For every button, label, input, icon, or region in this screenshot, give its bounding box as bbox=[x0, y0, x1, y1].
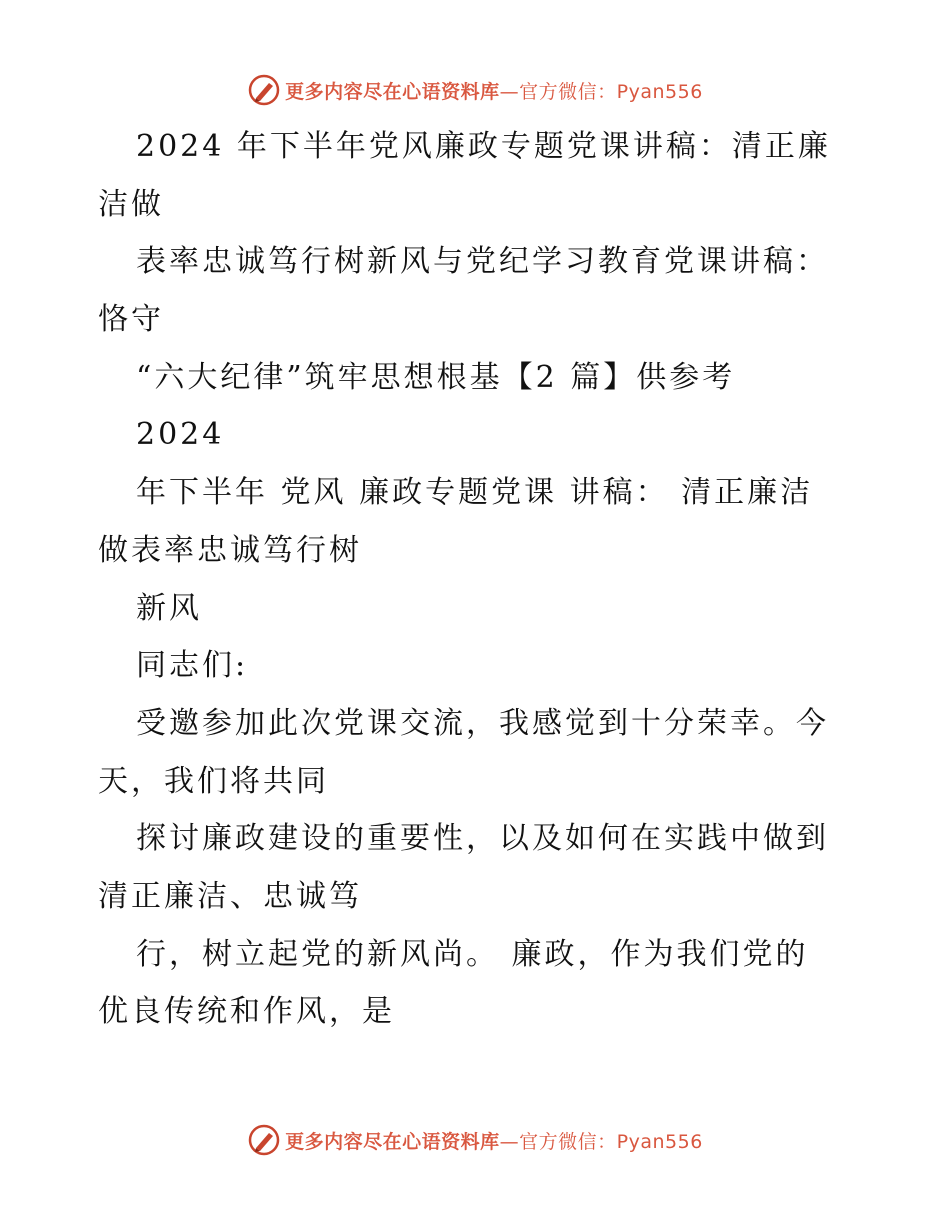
text-line: 做表率忠诚笃行树 bbox=[98, 532, 362, 568]
banner-text bbox=[285, 1127, 703, 1154]
text-line: 优良传统和作风，是 bbox=[98, 994, 395, 1030]
text-line: 2024 bbox=[136, 417, 225, 453]
text-line: 天，我们将共同 bbox=[98, 763, 329, 799]
banner-separator: — bbox=[499, 80, 520, 103]
text-line: 年下半年 党风 廉政专题党课 讲稿： 清正廉洁 bbox=[136, 475, 814, 511]
text-line: 清正廉洁、忠诚笃 bbox=[98, 878, 362, 914]
pen-logo-icon bbox=[247, 73, 281, 107]
banner-wechat: 官方微信：Pyan556 bbox=[519, 80, 703, 103]
text-line: 恪守 bbox=[98, 302, 164, 338]
text-line: 洁做 bbox=[98, 186, 164, 222]
banner-wechat: 官方微信：Pyan556 bbox=[519, 1130, 703, 1153]
text-line: 2024 年下半年党风廉政专题党课讲稿：清正廉 bbox=[136, 129, 831, 164]
text-line: 行，树立起党的新风尚。 廉政，作为我们党的 bbox=[136, 936, 809, 972]
text-line: “六大纪律”筑牢思想根基【2 篇】供参考 bbox=[136, 359, 736, 395]
text-line: 同志们: bbox=[136, 648, 249, 684]
text-line: 新风 bbox=[136, 590, 202, 626]
banner-main: 更多内容尽在心语资料库 bbox=[285, 80, 500, 103]
banner-separator: — bbox=[499, 1130, 520, 1153]
banner-text bbox=[285, 77, 703, 104]
footer-banner bbox=[0, 1120, 950, 1160]
document-body bbox=[98, 118, 858, 1041]
header-banner bbox=[0, 70, 950, 110]
pen-logo-icon bbox=[247, 1123, 281, 1157]
banner-main: 更多内容尽在心语资料库 bbox=[285, 1130, 500, 1153]
text-line: 表率忠诚笃行树新风与党纪学习教育党课讲稿： bbox=[136, 244, 829, 280]
text-line: 受邀参加此次党课交流，我感觉到十分荣幸。今 bbox=[136, 705, 829, 741]
text-line: 探讨廉政建设的重要性，以及如何在实践中做到 bbox=[136, 821, 829, 857]
